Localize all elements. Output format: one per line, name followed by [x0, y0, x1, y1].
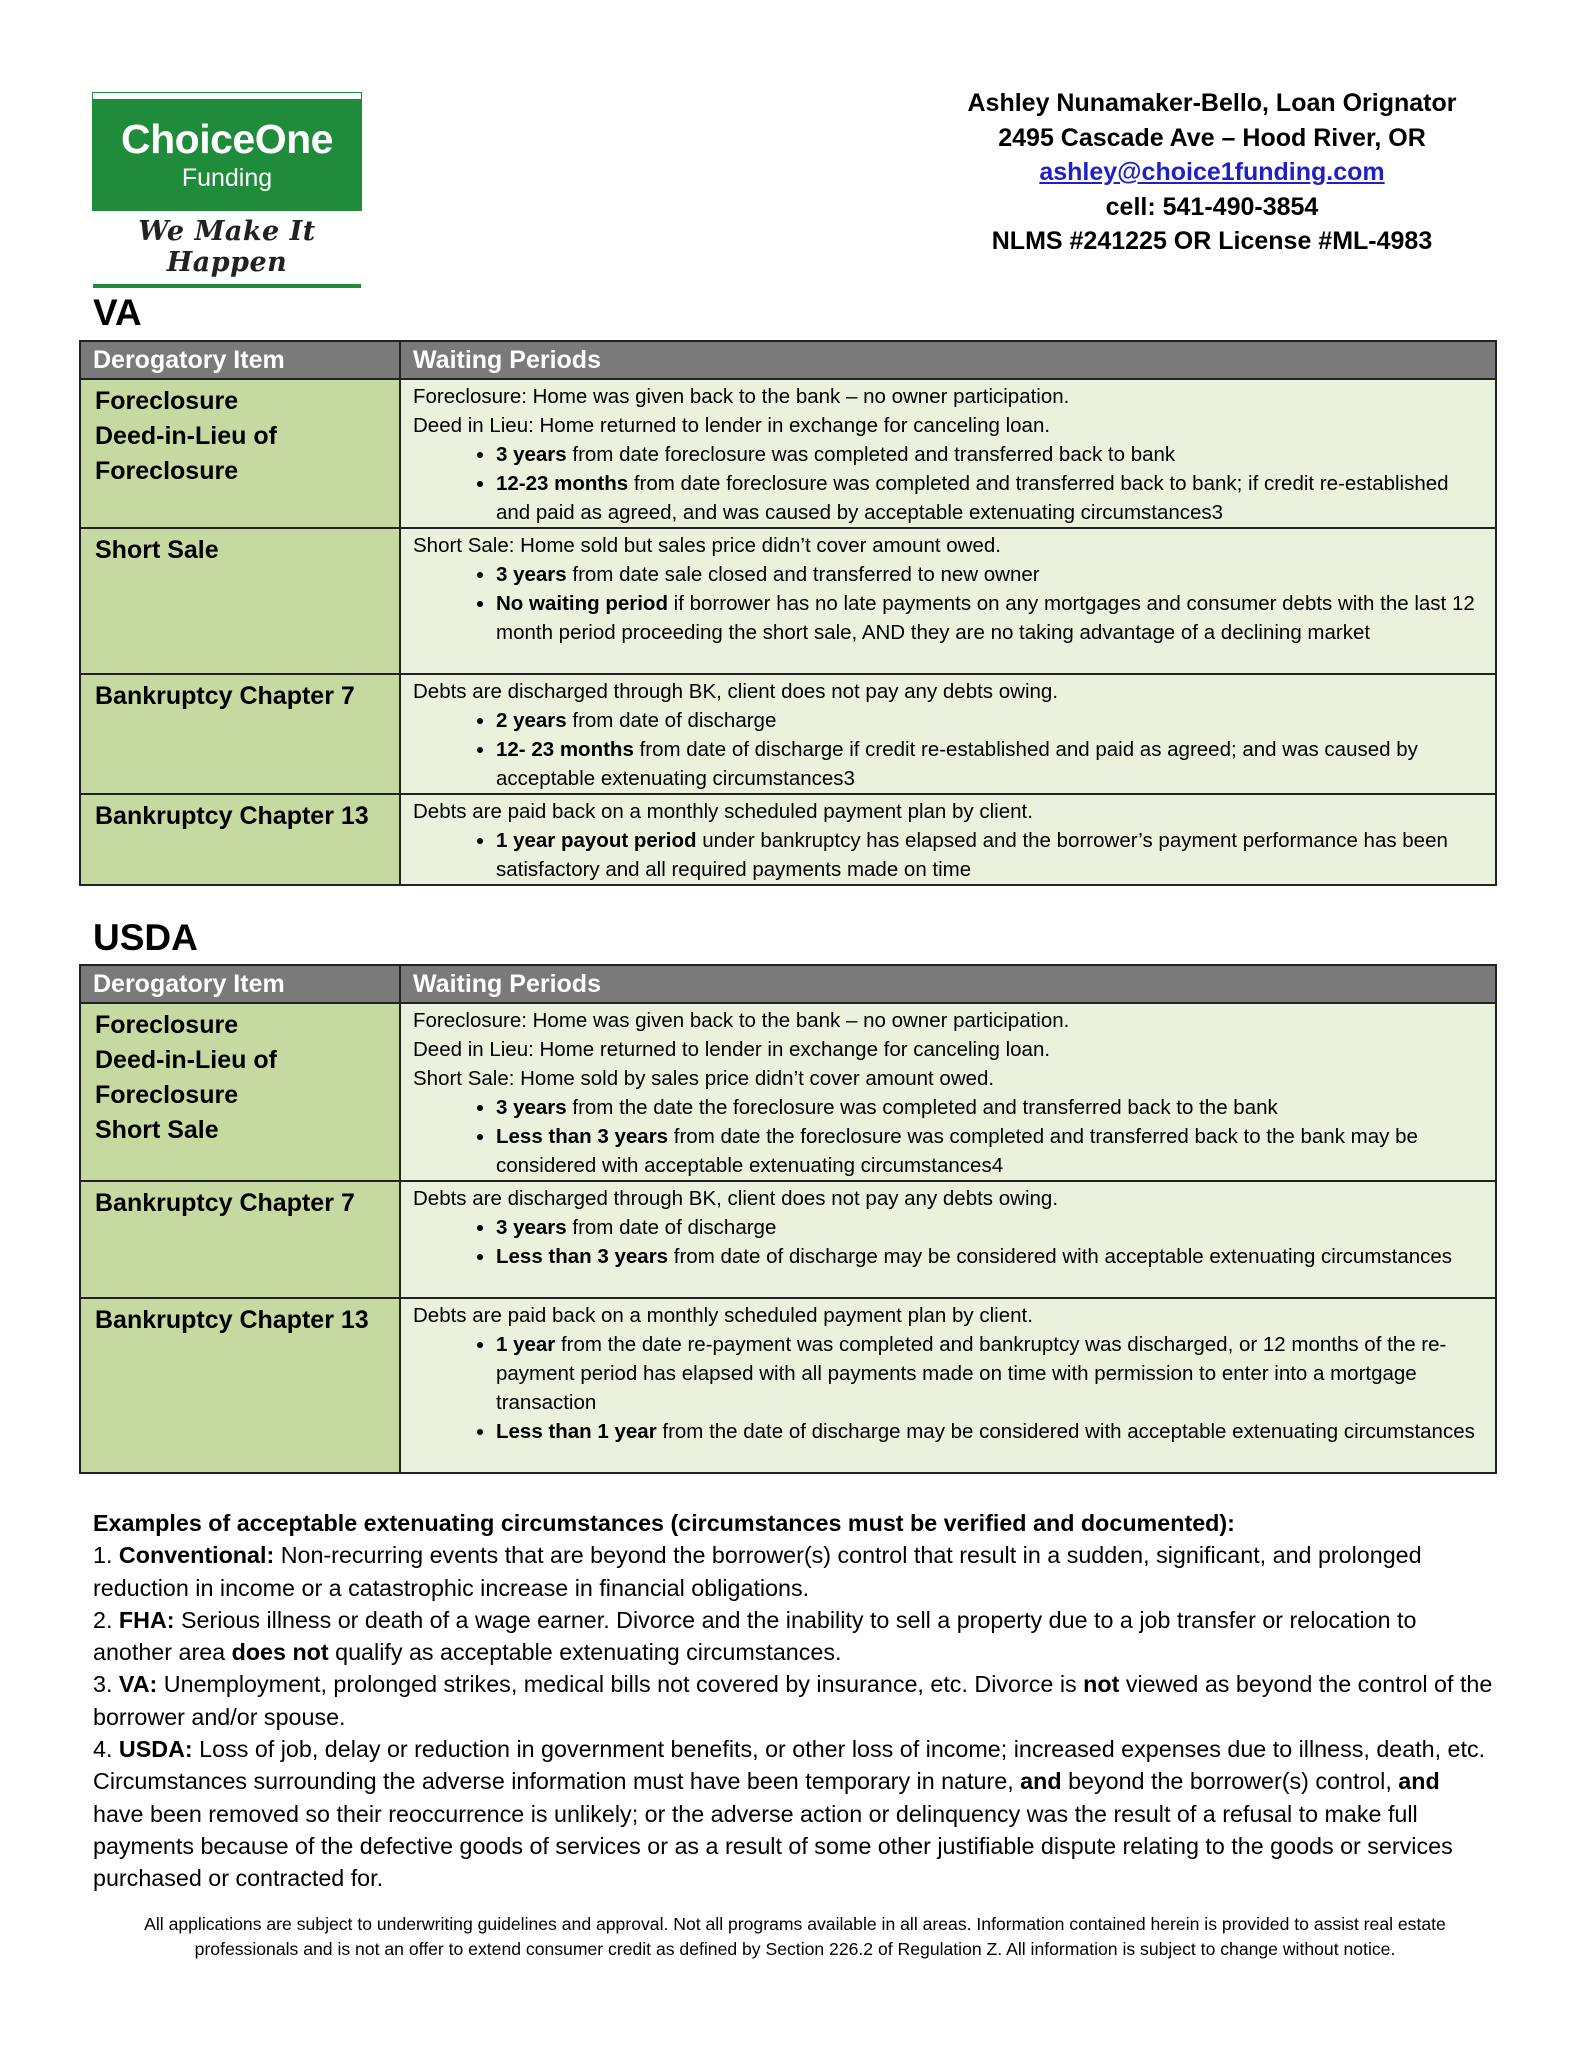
waiting-period-detail: from date of discharge	[566, 1216, 777, 1239]
note-emphasis: and	[1020, 1768, 1062, 1795]
waiting-period-description: Debts are discharged through BK, client does not pay any debts owing.	[413, 680, 1059, 703]
logo-box	[93, 93, 361, 210]
table-row	[80, 674, 1496, 794]
waiting-period-description: Short Sale: Home sold by sales price didn’t cover amount owed.	[413, 1067, 995, 1090]
waiting-period-detail: from date of discharge if credit re-established and paid as agreed; and was caused by acceptable extenuating circumstances3	[496, 738, 1418, 790]
waiting-period-duration: 12-23 months	[496, 472, 629, 495]
note-text: 4.	[93, 1736, 119, 1763]
table-row	[80, 379, 1496, 528]
note-text: 3.	[93, 1671, 119, 1698]
table-row	[80, 1181, 1496, 1298]
derogatory-item-label: Bankruptcy Chapter 13	[95, 1306, 369, 1334]
note-emphasis: FHA:	[118, 1606, 175, 1633]
waiting-period-detail: from date sale closed and transferred to new owner	[566, 563, 1040, 586]
waiting-period-duration: 3 years	[496, 1096, 567, 1119]
derogatory-item-label: Short Sale	[95, 1116, 219, 1144]
waiting-period-bullet	[496, 1093, 1483, 1122]
waiting-period-cell	[400, 794, 1496, 885]
note-text: Unemployment, prolonged strikes, medical bills not covered by insurance, etc. Divorce is	[157, 1671, 1084, 1698]
waiting-period-detail: from date foreclosure was completed and transferred back to bank; if credit re-established and paid as agreed, and was caused by acceptable extenuating circumstances3	[496, 472, 1449, 524]
note-emphasis: VA:	[118, 1671, 158, 1698]
waiting-period-duration: Less than 1 year	[496, 1420, 657, 1443]
contact-block	[932, 86, 1492, 259]
note-text: qualify as acceptable extenuating circumstances.	[328, 1639, 842, 1666]
table-row	[80, 1003, 1496, 1181]
derogatory-item-label: Bankruptcy Chapter 7	[95, 682, 355, 710]
note-item	[93, 1604, 1493, 1669]
waiting-period-description: Foreclosure: Home was given back to the bank – no owner participation.	[413, 385, 1070, 408]
waiting-period-bullets	[413, 560, 1483, 647]
contact-cell: cell: 541-490-3854	[1105, 192, 1319, 221]
note-text: Loss of job, delay or reduction in government benefits, or other loss of income; increased expenses due to illness, death, etc. Circumstances surrounding the adverse information must have been temporary in nature,	[93, 1736, 1486, 1795]
note-emphasis: USDA:	[118, 1736, 193, 1763]
waiting-period-bullets	[413, 706, 1483, 793]
waiting-period-bullet	[496, 826, 1483, 884]
waiting-period-description: Deed in Lieu: Home returned to lender in exchange for canceling loan.	[413, 414, 1051, 437]
usda-header-waiting: Waiting Periods	[400, 965, 1496, 1003]
note-emphasis: does not	[231, 1639, 329, 1666]
note-emphasis: and	[1398, 1768, 1440, 1795]
contact-email-link[interactable]: ashley@choice1funding.com	[1039, 158, 1385, 186]
table-row	[80, 794, 1496, 885]
waiting-period-duration: 3 years	[496, 443, 567, 466]
note-item	[93, 1539, 1493, 1604]
waiting-period-cell	[400, 528, 1496, 674]
va-header-item: Derogatory Item	[80, 341, 400, 379]
waiting-period-description: Deed in Lieu: Home returned to lender in exchange for canceling loan.	[413, 1038, 1051, 1061]
usda-header-item: Derogatory Item	[80, 965, 400, 1003]
contact-name: Ashley Nunamaker-Bello, Loan Orignator	[967, 89, 1457, 117]
waiting-period-detail: from date of discharge	[566, 709, 777, 732]
waiting-period-duration: 1 year payout period	[496, 829, 697, 852]
waiting-period-cell	[400, 1298, 1496, 1473]
table-row	[80, 1298, 1496, 1473]
derogatory-item-cell	[80, 794, 400, 885]
waiting-period-bullet	[496, 440, 1483, 469]
waiting-period-duration: Less than 3 years	[496, 1245, 669, 1268]
notes-list	[93, 1539, 1493, 1894]
waiting-period-duration: 3 years	[496, 1216, 567, 1239]
note-text: viewed as beyond the control of the borrower and/or spouse.	[93, 1671, 1493, 1730]
note-emphasis: Conventional:	[118, 1542, 275, 1569]
waiting-period-detail: if borrower has no late payments on any mortgages and consumer debts with the last 12 month period proceeding the short sale, AND they are no taking advantage of a declining market	[496, 592, 1475, 644]
waiting-period-duration: 1 year	[496, 1333, 556, 1356]
derogatory-item-cell	[80, 379, 400, 528]
usda-section-title: USDA	[93, 917, 198, 958]
waiting-period-bullet	[496, 1417, 1483, 1446]
waiting-period-bullet	[496, 560, 1483, 589]
note-text: 1.	[93, 1542, 119, 1569]
waiting-period-duration: No waiting period	[496, 592, 668, 615]
waiting-period-cell	[400, 674, 1496, 794]
derogatory-item-cell	[80, 1003, 400, 1181]
derogatory-item-label: Foreclosure	[95, 457, 239, 485]
waiting-period-cell	[400, 1003, 1496, 1181]
waiting-period-description: Short Sale: Home sold but sales price didn’t cover amount owed.	[413, 534, 1001, 557]
waiting-period-detail: from date of discharge may be considered with acceptable extenuating circumstances	[668, 1245, 1453, 1268]
waiting-period-bullet	[496, 1242, 1483, 1271]
waiting-period-duration: 12- 23 months	[496, 738, 634, 761]
table-row	[80, 528, 1496, 674]
derogatory-item-cell	[80, 674, 400, 794]
derogatory-item-label: Deed-in-Lieu of	[95, 1046, 277, 1074]
note-text: 2.	[93, 1606, 119, 1633]
usda-table	[79, 964, 1497, 1474]
waiting-period-bullet	[496, 735, 1483, 793]
waiting-period-duration: 3 years	[496, 563, 567, 586]
waiting-period-bullet	[496, 589, 1483, 647]
waiting-period-bullet	[496, 1122, 1483, 1180]
derogatory-item-label: Bankruptcy Chapter 13	[95, 802, 369, 830]
waiting-period-description: Debts are paid back on a monthly scheduled payment plan by client.	[413, 1304, 1033, 1327]
note-text: Serious illness or death of a wage earner. Divorce and the inability to sell a property due to a job transfer or relocation to another area	[93, 1606, 1417, 1666]
derogatory-item-cell	[80, 528, 400, 674]
waiting-period-bullet	[496, 1330, 1483, 1417]
waiting-period-detail: from date the foreclosure was completed and transferred back to the bank may be considered with acceptable extenuating circumstances4	[496, 1125, 1418, 1177]
logo-underline	[93, 284, 361, 288]
waiting-period-detail: from the date the foreclosure was completed and transferred back to the bank	[566, 1096, 1278, 1119]
va-header-waiting: Waiting Periods	[400, 341, 1496, 379]
usda-table-header-row	[80, 965, 1496, 1003]
waiting-period-cell	[400, 1181, 1496, 1298]
logo-name: ChoiceOne	[121, 116, 333, 162]
derogatory-item-label: Short Sale	[95, 536, 219, 564]
note-emphasis: not	[1083, 1671, 1120, 1698]
derogatory-item-label: Bankruptcy Chapter 7	[95, 1189, 355, 1217]
waiting-period-bullet	[496, 1213, 1483, 1242]
derogatory-item-label: Foreclosure	[95, 1081, 239, 1109]
waiting-period-bullet	[496, 706, 1483, 735]
waiting-period-bullets	[413, 440, 1483, 527]
derogatory-item-label: Foreclosure	[95, 1011, 239, 1039]
contact-license: NLMS #241225 OR License #ML-4983	[991, 227, 1433, 255]
note-item	[93, 1733, 1493, 1894]
waiting-period-description: Debts are discharged through BK, client does not pay any debts owing.	[413, 1187, 1059, 1210]
extenuating-notes	[93, 1507, 1493, 1895]
waiting-period-duration: Less than 3 years	[496, 1125, 669, 1148]
waiting-period-detail: under bankruptcy has elapsed and the borrower’s payment performance has been satisfactory and all required payments made on time	[496, 829, 1448, 881]
waiting-period-description: Foreclosure: Home was given back to the bank – no owner participation.	[413, 1009, 1070, 1032]
logo-tagline: We Make It Happen	[138, 216, 316, 278]
waiting-period-description: Debts are paid back on a monthly scheduled payment plan by client.	[413, 800, 1033, 823]
note-text: beyond the borrower(s) control,	[1061, 1768, 1399, 1795]
waiting-period-bullets	[413, 1093, 1483, 1180]
waiting-period-cell	[400, 379, 1496, 528]
derogatory-item-cell	[80, 1298, 400, 1473]
waiting-period-detail: from the date of discharge may be considered with acceptable extenuating circumstances	[656, 1420, 1475, 1443]
notes-heading: Examples of acceptable extenuating circumstances (circumstances must be verified and documented):	[93, 1510, 1235, 1536]
contact-address: 2495 Cascade Ave – Hood River, OR	[998, 123, 1426, 152]
note-text: Non-recurring events that are beyond the borrower(s) control that result in a sudden, significant, and prolonged reduction in income or a catastrophic increase in financial obligations.	[93, 1542, 1422, 1601]
disclaimer: All applications are subject to underwriting guidelines and approval. Not all programs available in all areas. Information contained herein is provided to assist real estate professionals and is not an offer to extend consumer credit as defined by Section 226.2 of Regulation Z. All information is subject to change without notice.	[144, 1914, 1446, 1959]
va-table	[79, 340, 1497, 886]
waiting-period-detail: from date foreclosure was completed and transferred back to bank	[566, 443, 1176, 466]
waiting-period-bullets	[413, 1213, 1483, 1271]
derogatory-item-label: Foreclosure	[95, 387, 239, 415]
waiting-period-bullets	[413, 826, 1483, 884]
waiting-period-bullets	[413, 1330, 1483, 1446]
derogatory-item-label: Deed-in-Lieu of	[95, 422, 277, 450]
derogatory-item-cell	[80, 1181, 400, 1298]
company-logo	[93, 93, 361, 288]
waiting-period-duration: 2 years	[496, 709, 567, 732]
va-section-title: VA	[93, 292, 142, 333]
note-text: have been removed so their reoccurrence is unlikely; or the adverse action or delinquency was the result of a refusal to make full payments because of the defective goods of services or as a result of some other justifiable dispute relating to the goods or services purchased or contracted for.	[93, 1800, 1453, 1892]
va-table-header-row	[80, 341, 1496, 379]
waiting-period-bullet	[496, 469, 1483, 527]
note-item	[93, 1668, 1493, 1733]
logo-sub: Funding	[181, 164, 273, 192]
waiting-period-detail: from the date re-payment was completed and bankruptcy was discharged, or 12 months of the re-payment period has elapsed with all payments made on time with permission to enter into a mortgage transaction	[496, 1333, 1447, 1414]
